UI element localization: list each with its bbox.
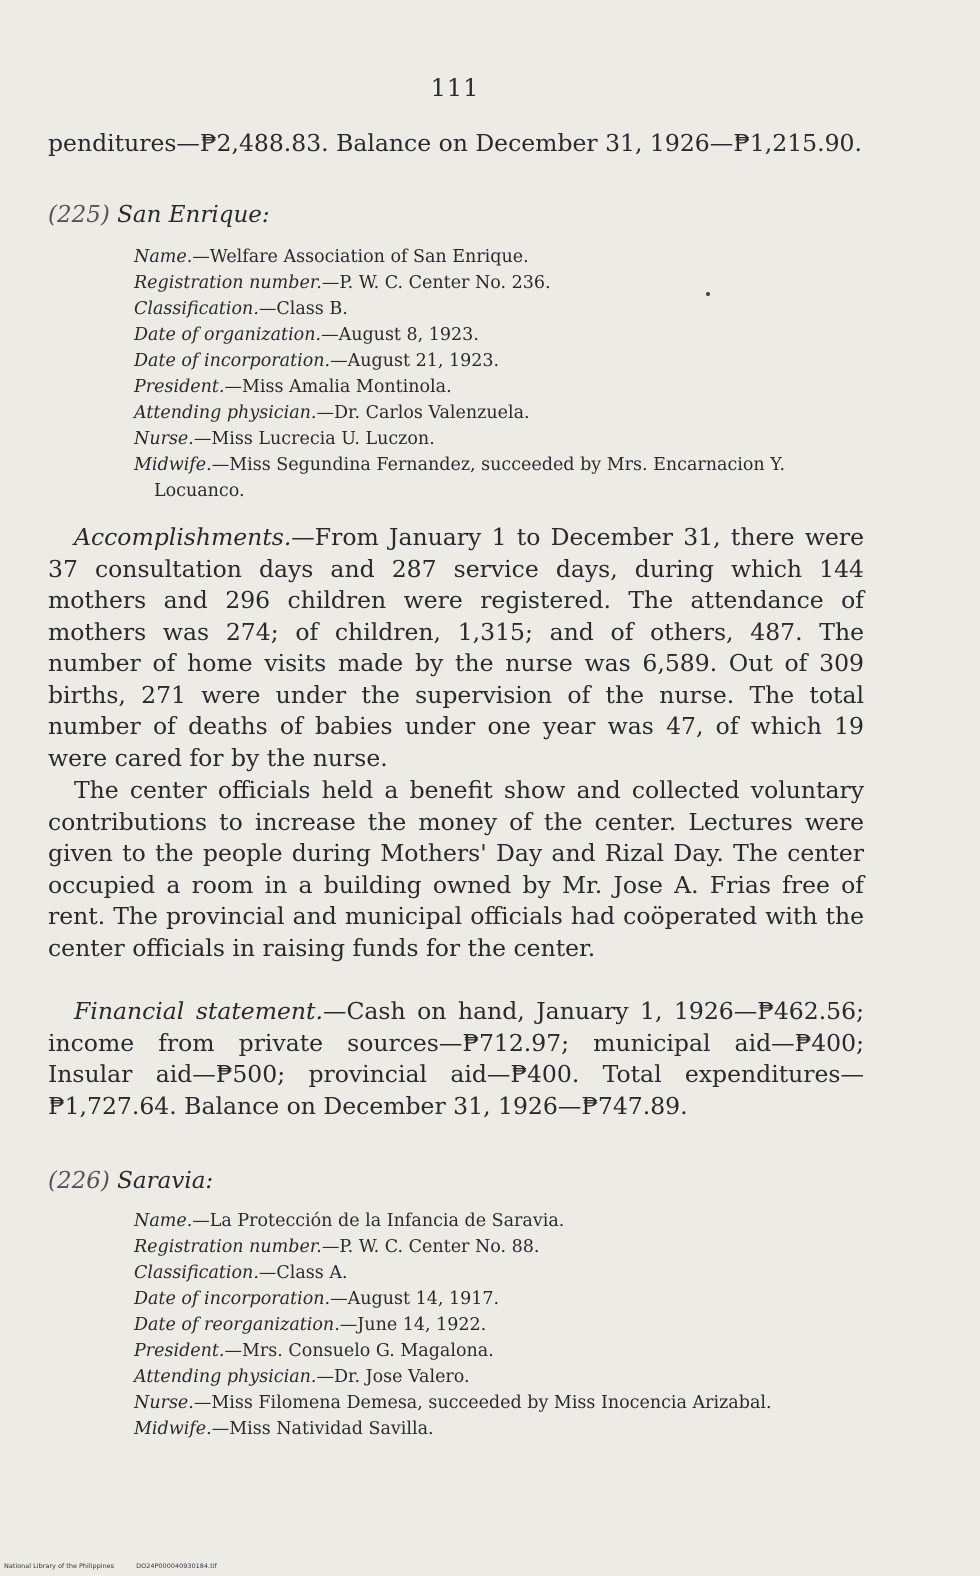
record-midwife: Midwife.—Miss Segundina Fernandez, succeeded by Mrs. Encarnacion Y. Locuanco.	[134, 455, 786, 501]
accomplishments-text: —From January 1 to December 31, there were 37 consultation days and 287 service days, during which 144 mothers and 296 children were registered. The attendance of mothers was 274; of children, 1,315; and of others, 487. The number of home visits made by the nurse was 6,589. Out of 309 births, 271 were under the supervision of the nurse. The total number of deaths of babies under one year was 47, of which 19 were cared for by the nurse.	[48, 523, 864, 772]
accomplishments-paragraph	[48, 522, 864, 774]
accomplishments-label: Accomplishments.	[74, 523, 292, 551]
section-number: (226)	[48, 1168, 110, 1194]
financial-label: Financial statement.	[74, 997, 323, 1025]
record-nurse: Nurse.—Miss Filomena Demesa, succeeded by Miss Inocencia Arizabal.	[134, 1393, 772, 1413]
record-president: President.—Mrs. Consuelo G. Magalona.	[134, 1341, 494, 1361]
record-nurse: Nurse.—Miss Lucrecia U. Luczon.	[134, 429, 435, 449]
record-list-226	[134, 1208, 864, 1442]
record-registration: Registration number.—P. W. C. Center No. 236.	[134, 273, 551, 293]
financial-paragraph	[48, 996, 864, 1122]
record-classification: Classification.—Class A.	[134, 1263, 348, 1283]
record-reorganization-date: Date of reorganization.—June 14, 1922.	[134, 1315, 487, 1335]
footer-library: National Library of the Philippines	[4, 1562, 115, 1570]
speck-mark	[706, 292, 710, 296]
record-registration: Registration number.—P. W. C. Center No. 88.	[134, 1237, 540, 1257]
record-list-225	[134, 244, 864, 504]
section-title: Saravia:	[117, 1168, 214, 1194]
financial-text: —Cash on hand, January 1, 1926—₱462.56; income from private sources—₱712.97; municipal aid—₱400; Insular aid—₱500; provincial aid—₱400. Total expenditures—₱1,727.64. Balance on December 31, 1926—₱747.89.	[48, 997, 864, 1120]
scan-footer	[4, 1562, 237, 1570]
section-title: San Enrique:	[117, 202, 270, 228]
section-heading-225	[48, 202, 270, 228]
record-physician: Attending physician.—Dr. Jose Valero.	[134, 1367, 470, 1387]
center-paragraph: The center officials held a benefit show and collected voluntary contributions to increase the money of the center. Lectures were given to the people during Mothers' Day and Rizal Day. The center occupied a room in a building owned by Mr. Jose A. Frias free of rent. The provincial and municipal officials had coöperated with the center officials in raising funds for the center.	[48, 776, 864, 962]
record-midwife: Midwife.—Miss Natividad Savilla.	[134, 1419, 434, 1439]
record-organization-date: Date of organization.—August 8, 1923.	[134, 325, 479, 345]
record-incorporation-date: Date of incorporation.—August 14, 1917.	[134, 1289, 500, 1309]
section-heading-226	[48, 1168, 213, 1194]
record-classification: Classification.—Class B.	[134, 299, 348, 319]
section-number: (225)	[48, 202, 110, 228]
record-name: Name.—La Protección de la Infancia de Saravia.	[134, 1211, 565, 1231]
record-president: President.—Miss Amalia Montinola.	[134, 377, 452, 397]
record-physician: Attending physician.—Dr. Carlos Valenzuela.	[134, 403, 530, 423]
page-number: 111	[430, 74, 480, 102]
continuation-paragraph: penditures—₱2,488.83. Balance on December 31, 1926—₱1,215.90.	[48, 129, 862, 157]
record-name: Name.—Welfare Association of San Enrique.	[134, 247, 529, 267]
footer-code: DO24P000040930184.tif	[136, 1562, 217, 1570]
record-incorporation-date: Date of incorporation.—August 21, 1923.	[134, 351, 500, 371]
